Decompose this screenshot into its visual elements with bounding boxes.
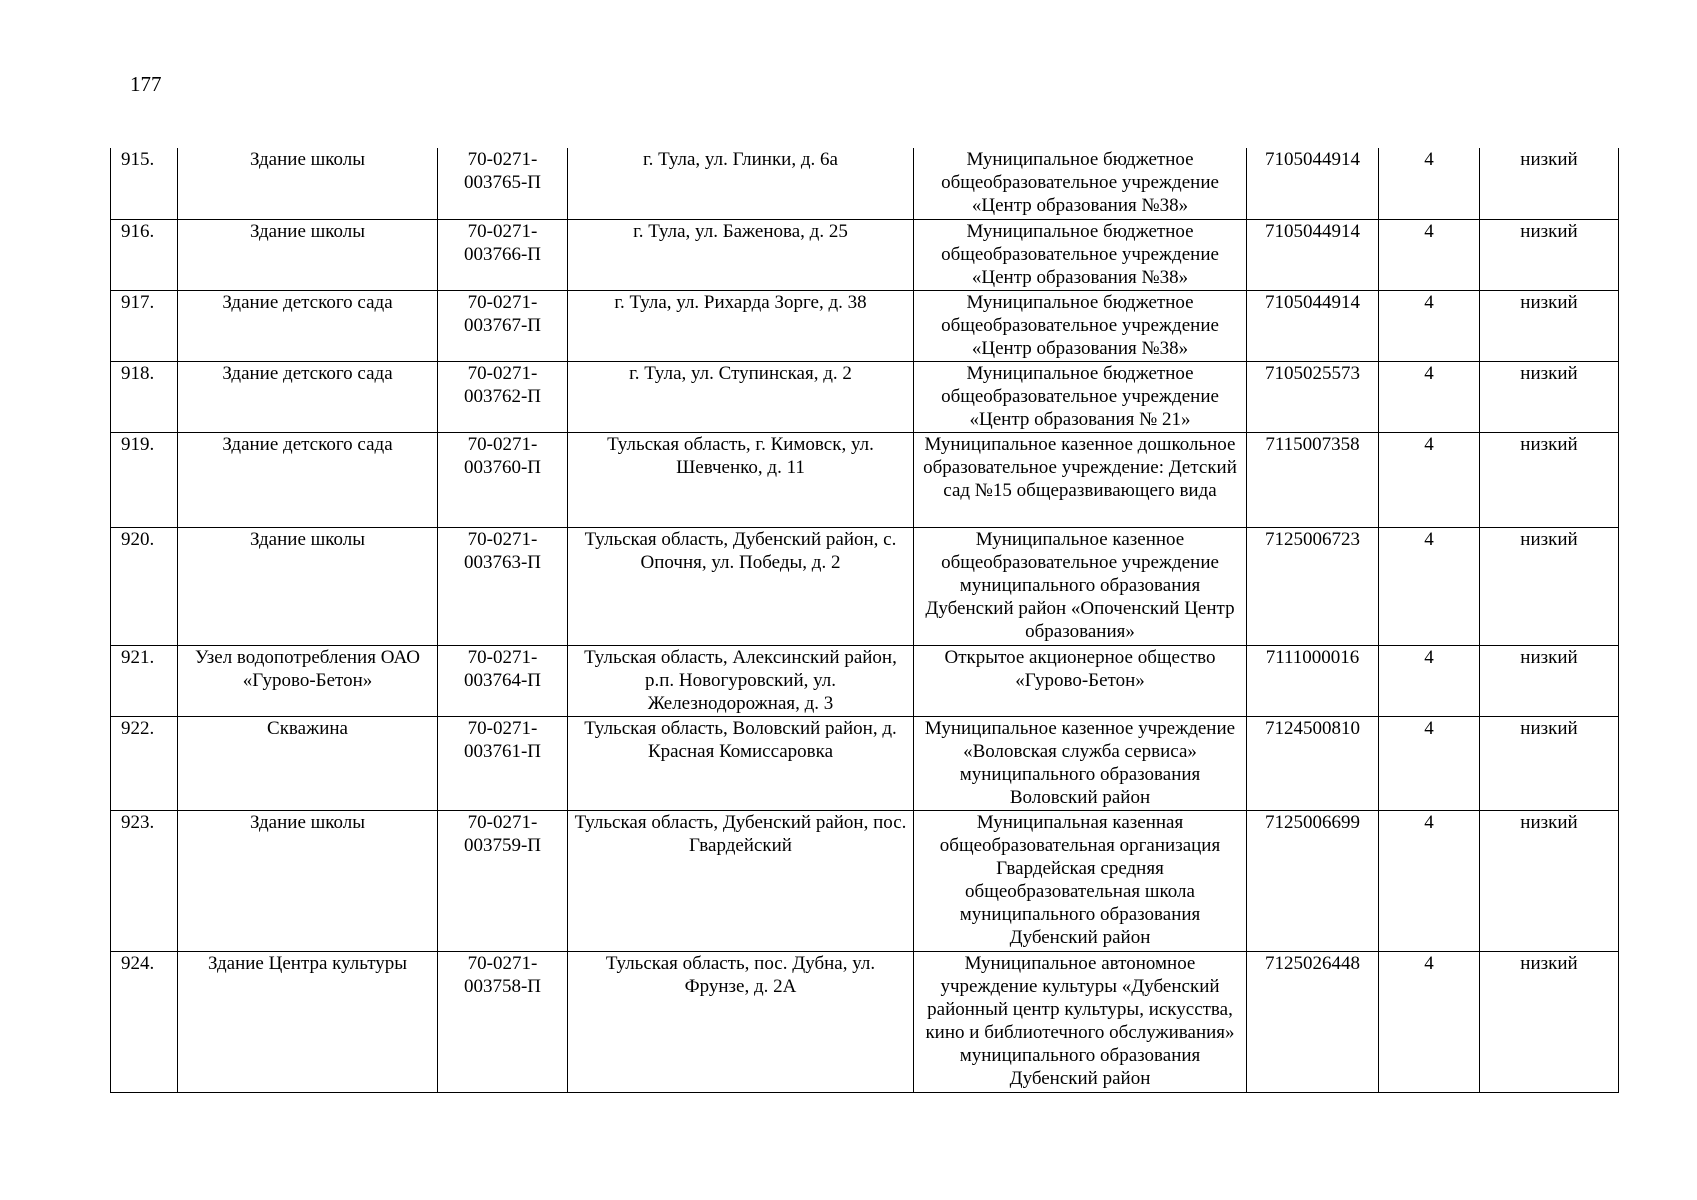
row-number: 917. bbox=[111, 290, 178, 361]
row-number: 924. bbox=[111, 951, 178, 1092]
row-number: 919. bbox=[111, 432, 178, 527]
organization-name: Муниципальное казенное общеобразовательное учреждение муниципального образования Дубенский район «Опоченский Центр образования» bbox=[914, 527, 1247, 645]
object-code: 70-0271-003762-П bbox=[438, 361, 568, 432]
risk-level: низкий bbox=[1480, 290, 1619, 361]
object-name: Здание школы bbox=[178, 527, 438, 645]
object-name: Здание Центра культуры bbox=[178, 951, 438, 1092]
table-row bbox=[111, 432, 1619, 527]
object-name: Здание школы bbox=[178, 810, 438, 951]
row-number: 923. bbox=[111, 810, 178, 951]
inn-value: 7125026448 bbox=[1247, 951, 1379, 1092]
row-number: 916. bbox=[111, 219, 178, 290]
table-row bbox=[111, 290, 1619, 361]
inn-value: 7111000016 bbox=[1247, 645, 1379, 716]
organization-name: Муниципальное бюджетное общеобразовательное учреждение «Центр образования № 21» bbox=[914, 361, 1247, 432]
risk-level: низкий bbox=[1480, 361, 1619, 432]
object-code: 70-0271-003759-П bbox=[438, 810, 568, 951]
page-number: 177 bbox=[130, 72, 162, 96]
risk-level: низкий bbox=[1480, 527, 1619, 645]
object-name: Здание школы bbox=[178, 219, 438, 290]
category-value: 4 bbox=[1379, 361, 1480, 432]
inn-value: 7115007358 bbox=[1247, 432, 1379, 527]
object-name: Узел водопотребления ОАО «Гурово-Бетон» bbox=[178, 645, 438, 716]
object-code: 70-0271-003761-П bbox=[438, 716, 568, 810]
object-code: 70-0271-003758-П bbox=[438, 951, 568, 1092]
table-row bbox=[111, 219, 1619, 290]
category-value: 4 bbox=[1379, 645, 1480, 716]
object-name: Здание школы bbox=[178, 148, 438, 219]
category-value: 4 bbox=[1379, 810, 1480, 951]
object-name: Здание детского сада bbox=[178, 432, 438, 527]
object-code: 70-0271-003763-П bbox=[438, 527, 568, 645]
table-row bbox=[111, 810, 1619, 951]
object-address: г. Тула, ул. Ступинская, д. 2 bbox=[568, 361, 914, 432]
object-code: 70-0271-003766-П bbox=[438, 219, 568, 290]
table-row bbox=[111, 361, 1619, 432]
row-number: 922. bbox=[111, 716, 178, 810]
category-value: 4 bbox=[1379, 432, 1480, 527]
object-name: Здание детского сада bbox=[178, 290, 438, 361]
object-address: г. Тула, ул. Баженова, д. 25 bbox=[568, 219, 914, 290]
table-row bbox=[111, 716, 1619, 810]
risk-level: низкий bbox=[1480, 951, 1619, 1092]
category-value: 4 bbox=[1379, 148, 1480, 219]
object-address: Тульская область, пос. Дубна, ул. Фрунзе, д. 2А bbox=[568, 951, 914, 1092]
object-code: 70-0271-003767-П bbox=[438, 290, 568, 361]
inn-value: 7105044914 bbox=[1247, 219, 1379, 290]
organization-name: Муниципальное бюджетное общеобразовательное учреждение «Центр образования №38» bbox=[914, 290, 1247, 361]
object-address: Тульская область, Дубенский район, пос. Гвардейский bbox=[568, 810, 914, 951]
table-row bbox=[111, 148, 1619, 219]
object-name: Скважина bbox=[178, 716, 438, 810]
inn-value: 7105044914 bbox=[1247, 148, 1379, 219]
organization-name: Муниципальная казенная общеобразовательная организация Гвардейская средняя общеобразовательная школа муниципального образования Дубенский район bbox=[914, 810, 1247, 951]
organization-name: Муниципальное автономное учреждение культуры «Дубенский районный центр культуры, искусства, кино и библиотечного обслуживания» муниципального образования Дубенский район bbox=[914, 951, 1247, 1092]
inn-value: 7125006699 bbox=[1247, 810, 1379, 951]
risk-level: низкий bbox=[1480, 716, 1619, 810]
category-value: 4 bbox=[1379, 527, 1480, 645]
category-value: 4 bbox=[1379, 290, 1480, 361]
registry-table bbox=[110, 148, 1619, 1093]
organization-name: Муниципальное бюджетное общеобразовательное учреждение «Центр образования №38» bbox=[914, 219, 1247, 290]
object-address: Тульская область, Дубенский район, с. Опочня, ул. Победы, д. 2 bbox=[568, 527, 914, 645]
category-value: 4 bbox=[1379, 951, 1480, 1092]
object-address: Тульская область, Воловский район, д. Красная Комиссаровка bbox=[568, 716, 914, 810]
organization-name: Муниципальное казенное учреждение «Воловская служба сервиса» муниципального образования Воловский район bbox=[914, 716, 1247, 810]
risk-level: низкий bbox=[1480, 432, 1619, 527]
inn-value: 7125006723 bbox=[1247, 527, 1379, 645]
inn-value: 7105025573 bbox=[1247, 361, 1379, 432]
table-row bbox=[111, 951, 1619, 1092]
object-code: 70-0271-003764-П bbox=[438, 645, 568, 716]
table-row bbox=[111, 645, 1619, 716]
object-address: г. Тула, ул. Рихарда Зорге, д. 38 bbox=[568, 290, 914, 361]
organization-name: Открытое акционерное общество «Гурово-Бетон» bbox=[914, 645, 1247, 716]
object-address: Тульская область, Алексинский район, р.п. Новогуровский, ул. Железнодорожная, д. 3 bbox=[568, 645, 914, 716]
risk-level: низкий bbox=[1480, 148, 1619, 219]
inn-value: 7124500810 bbox=[1247, 716, 1379, 810]
object-code: 70-0271-003760-П bbox=[438, 432, 568, 527]
object-address: Тульская область, г. Кимовск, ул. Шевченко, д. 11 bbox=[568, 432, 914, 527]
row-number: 915. bbox=[111, 148, 178, 219]
row-number: 918. bbox=[111, 361, 178, 432]
risk-level: низкий bbox=[1480, 219, 1619, 290]
risk-level: низкий bbox=[1480, 810, 1619, 951]
category-value: 4 bbox=[1379, 716, 1480, 810]
table-row bbox=[111, 527, 1619, 645]
category-value: 4 bbox=[1379, 219, 1480, 290]
object-name: Здание детского сада bbox=[178, 361, 438, 432]
risk-level: низкий bbox=[1480, 645, 1619, 716]
organization-name: Муниципальное казенное дошкольное образовательное учреждение: Детский сад №15 общеразвивающего вида bbox=[914, 432, 1247, 527]
object-address: г. Тула, ул. Глинки, д. 6а bbox=[568, 148, 914, 219]
row-number: 920. bbox=[111, 527, 178, 645]
object-code: 70-0271-003765-П bbox=[438, 148, 568, 219]
organization-name: Муниципальное бюджетное общеобразовательное учреждение «Центр образования №38» bbox=[914, 148, 1247, 219]
inn-value: 7105044914 bbox=[1247, 290, 1379, 361]
row-number: 921. bbox=[111, 645, 178, 716]
